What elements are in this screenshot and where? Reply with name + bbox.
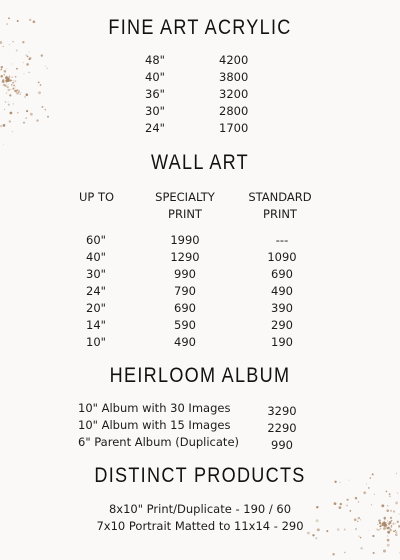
table-cell: 30" [145, 104, 165, 118]
table-cell: 10" [86, 335, 106, 349]
table-cell: 3200 [219, 87, 249, 101]
table-cell: 40" [145, 70, 165, 84]
sparkle-speck [12, 82, 14, 84]
sparkle-speck [360, 547, 362, 549]
album-name: 10" Album with 30 Images [78, 401, 231, 415]
sparkle-speck [38, 82, 40, 84]
sparkle-speck [5, 80, 7, 82]
sparkle-speck [7, 79, 9, 81]
table-cell: 990 [174, 267, 196, 281]
sparkle-speck [389, 496, 390, 497]
sparkle-speck [22, 41, 24, 43]
sparkle-speck [16, 92, 19, 95]
sparkle-speck [24, 73, 25, 74]
sparkle-speck [3, 85, 4, 86]
sparkle-speck [2, 80, 5, 83]
sparkle-speck [14, 80, 16, 82]
sparkle-speck [3, 79, 4, 80]
sparkle-speck [9, 120, 11, 122]
sparkle-speck [29, 57, 32, 60]
sparkle-speck [9, 75, 11, 77]
sparkle-speck [27, 56, 29, 58]
sparkle-speck [17, 89, 18, 90]
sparkle-speck [363, 491, 366, 494]
table-cell: 36" [145, 87, 165, 101]
sparkle-speck [3, 124, 6, 127]
column-header-up-to: UP TO [79, 190, 115, 204]
sparkle-speck [315, 537, 317, 539]
sparkle-speck [346, 499, 348, 501]
table-cell: 390 [271, 301, 293, 315]
sparkle-speck [1, 69, 2, 70]
sparkle-speck [0, 75, 3, 78]
sparkle-speck [2, 80, 4, 82]
sparkle-speck [397, 493, 398, 494]
sparkle-speck [29, 58, 31, 60]
sparkle-speck [26, 63, 29, 66]
sparkle-speck [6, 68, 7, 69]
sparkle-speck [3, 81, 5, 83]
album-price: 2290 [267, 421, 297, 435]
table-cell: --- [275, 233, 289, 247]
sparkle-speck [10, 89, 11, 90]
sparkle-speck [7, 79, 9, 81]
sparkle-speck [29, 52, 30, 53]
sparkle-speck [14, 90, 17, 93]
table-cell: 24" [145, 121, 165, 135]
table-cell: 24" [86, 284, 106, 298]
sparkle-speck [7, 80, 8, 81]
sparkle-speck [7, 80, 8, 81]
table-cell: 14" [86, 318, 106, 332]
album-price: 990 [271, 438, 293, 452]
table-cell: 1290 [170, 250, 200, 264]
sparkle-speck [355, 497, 358, 500]
sparkle-speck [41, 54, 43, 56]
sparkle-speck [7, 80, 8, 81]
sparkle-speck [387, 539, 390, 542]
sparkle-speck [3, 144, 4, 145]
sparkle-speck [25, 117, 27, 119]
sparkle-speck [374, 494, 375, 495]
sparkle-speck [45, 66, 46, 67]
sparkle-speck [3, 84, 4, 85]
sparkle-speck [15, 87, 16, 88]
table-cell: 690 [271, 267, 293, 281]
sparkle-speck [11, 76, 12, 77]
column-header-specialty: SPECIALTY [155, 190, 215, 204]
sparkle-speck [387, 535, 388, 536]
table-cell: 1990 [170, 233, 200, 247]
sparkle-speck [17, 112, 18, 113]
album-name: 10" Album with 15 Images [78, 418, 231, 432]
sparkle-speck [7, 79, 9, 81]
sparkle-speck [9, 44, 10, 45]
column-header-standard-print: PRINT [263, 207, 297, 221]
sparkle-speck [312, 534, 314, 536]
sparkle-speck [389, 493, 391, 495]
sparkle-speck [9, 79, 11, 81]
sparkle-speck [10, 112, 13, 115]
sparkle-speck [395, 534, 398, 537]
sparkle-speck [332, 553, 334, 555]
sparkle-speck [7, 79, 8, 80]
table-cell: 1090 [267, 250, 297, 264]
table-cell: 40" [86, 250, 106, 264]
sparkle-speck [372, 535, 374, 537]
sparkle-speck [5, 77, 7, 79]
sparkle-speck [7, 80, 8, 81]
sparkle-speck [16, 68, 18, 70]
sparkle-speck [386, 491, 388, 493]
table-cell: 590 [174, 318, 196, 332]
sparkle-speck [6, 79, 9, 82]
table-cell: 20" [86, 301, 106, 315]
table-cell: 790 [174, 284, 196, 298]
table-cell: 1700 [219, 121, 249, 135]
section-title-wall-art: WALL ART [151, 151, 249, 174]
sparkle-speck [42, 106, 43, 107]
sparkle-speck [11, 64, 12, 65]
table-cell: 190 [271, 335, 293, 349]
section-title-heirloom: HEIRLOOM ALBUM [109, 364, 291, 387]
column-header-standard: STANDARD [248, 190, 312, 204]
sparkle-speck [21, 92, 22, 93]
sparkle-speck [6, 78, 7, 79]
sparkle-speck [30, 113, 33, 116]
sparkle-speck [41, 106, 43, 108]
sparkle-speck [13, 80, 14, 81]
product-line: 8x10" Print/Duplicate - 190 / 60 [108, 502, 292, 516]
sparkle-speck [5, 101, 6, 102]
sparkle-speck [4, 84, 6, 86]
section-title-fine-art: FINE ART ACRYLIC [108, 16, 292, 39]
sparkle-speck [7, 79, 9, 81]
sparkle-speck [17, 20, 19, 22]
sparkle-speck [12, 89, 13, 90]
sparkle-speck [7, 79, 9, 81]
sparkle-speck [4, 70, 7, 73]
sparkle-speck [6, 92, 8, 94]
table-cell: 4200 [219, 53, 249, 67]
sparkle-speck [8, 104, 10, 106]
sparkle-speck [47, 68, 48, 69]
table-cell: 690 [174, 301, 196, 315]
sparkle-speck [8, 78, 10, 80]
sparkle-speck [18, 90, 20, 92]
sparkle-speck [5, 76, 8, 79]
sparkle-speck [6, 80, 8, 82]
sparkle-speck [387, 544, 390, 547]
sparkle-speck [1, 66, 3, 68]
sparkle-speck [6, 76, 8, 78]
sparkle-speck [360, 537, 362, 539]
sparkle-speck [396, 473, 397, 474]
table-cell: 3800 [219, 70, 249, 84]
sparkle-speck [26, 110, 28, 112]
sparkle-speck [9, 94, 11, 96]
sparkle-speck [7, 79, 10, 82]
sparkle-speck [4, 71, 5, 72]
album-price: 3290 [267, 404, 297, 418]
sparkle-speck [12, 131, 13, 132]
sparkle-speck [36, 119, 38, 121]
sparkle-speck [11, 84, 13, 86]
sparkle-speck [40, 84, 42, 86]
sparkle-speck [344, 552, 346, 554]
sparkle-speck [8, 101, 9, 102]
sparkle-speck [16, 50, 18, 52]
sparkle-speck [25, 93, 28, 96]
sparkle-speck [5, 101, 7, 103]
sparkle-speck [7, 79, 9, 81]
sparkle-speck [13, 88, 15, 90]
sparkle-speck [372, 473, 374, 475]
table-cell: 60" [86, 233, 106, 247]
column-header-specialty-print: PRINT [168, 207, 202, 221]
sparkle-speck [8, 78, 9, 79]
sparkle-speck [28, 72, 30, 74]
sparkle-speck [38, 91, 41, 94]
sparkle-speck [13, 85, 15, 87]
sparkle-speck [6, 82, 8, 84]
sparkle-speck [45, 109, 46, 110]
sparkle-speck [47, 116, 49, 118]
table-cell: 2800 [219, 104, 249, 118]
sparkle-speck [0, 125, 2, 127]
sparkle-speck [15, 76, 17, 78]
sparkle-speck [3, 46, 4, 47]
sparkle-speck [0, 70, 1, 71]
product-line: 7x10 Portrait Matted to 11x14 - 290 [96, 519, 304, 533]
table-cell: 48" [145, 53, 165, 67]
sparkle-speck [8, 87, 9, 88]
sparkle-speck [2, 80, 4, 82]
table-cell: 290 [271, 318, 293, 332]
sparkle-speck [358, 536, 359, 537]
sparkle-speck [6, 76, 7, 77]
sparkle-speck [7, 77, 10, 80]
sparkle-speck [4, 109, 5, 110]
sparkle-speck [373, 552, 375, 554]
sparkle-speck [13, 103, 15, 105]
table-cell: 490 [271, 284, 293, 298]
sparkle-speck [25, 54, 27, 56]
sparkle-speck [8, 83, 9, 84]
sparkle-speck [24, 96, 26, 98]
sparkle-speck [23, 62, 24, 63]
table-cell: 490 [174, 335, 196, 349]
section-title-distinct: DISTINCT PRODUCTS [94, 464, 306, 487]
table-cell: 30" [86, 267, 106, 281]
sparkle-speck [6, 79, 9, 82]
sparkle-speck [19, 93, 21, 95]
sparkle-speck [6, 86, 8, 88]
album-name: 6" Parent Album (Duplicate) [78, 435, 239, 449]
sparkle-speck [23, 122, 25, 124]
sparkle-speck [10, 80, 11, 81]
sparkle-speck [6, 23, 8, 25]
sparkle-speck [12, 41, 13, 42]
sparkle-speck [8, 89, 11, 92]
sparkle-speck [8, 17, 10, 19]
sparkle-speck [8, 76, 10, 78]
sparkle-speck [18, 91, 20, 93]
sparkle-speck [0, 41, 2, 44]
sparkle-speck [2, 79, 4, 81]
sparkle-speck [383, 550, 386, 553]
sparkle-speck [4, 74, 5, 75]
